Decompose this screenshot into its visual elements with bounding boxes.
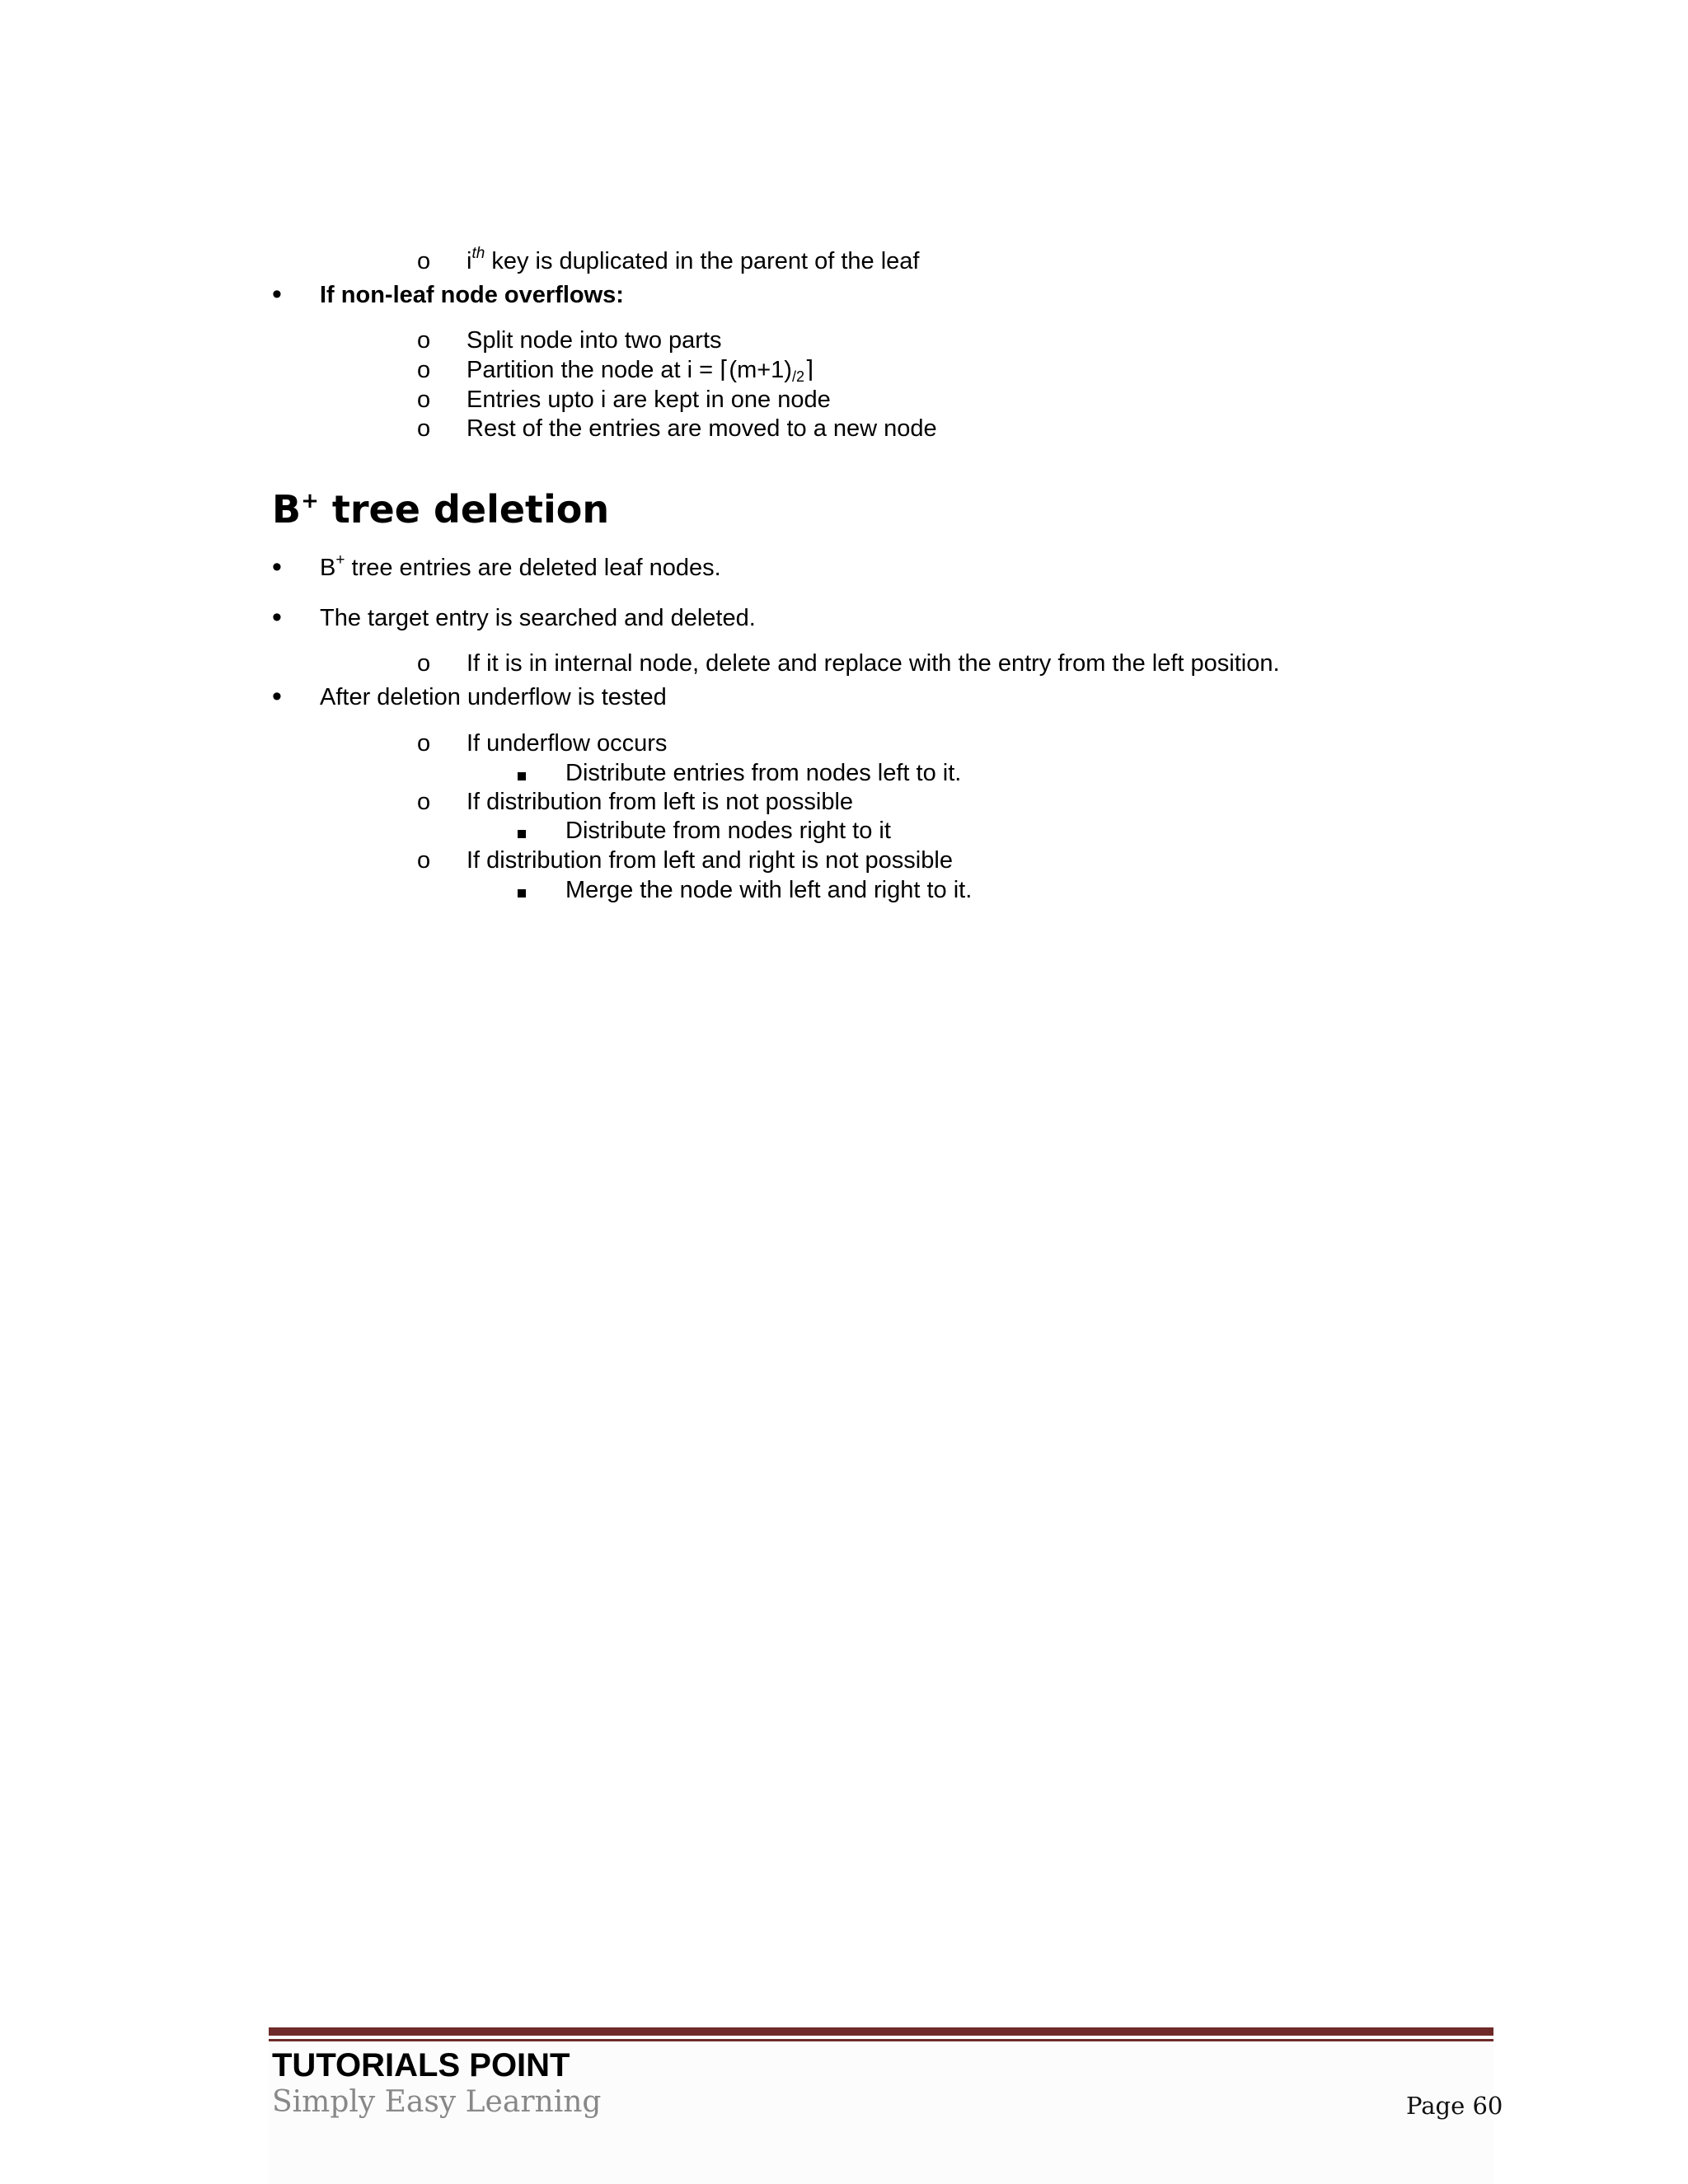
section-heading	[272, 486, 609, 532]
superscript-th: th	[471, 245, 485, 262]
list-item: Entries upto i are kept in one node	[467, 387, 831, 413]
footer-rule	[269, 2027, 1493, 2036]
sub-bullet-marker: o	[417, 387, 431, 413]
list-item: Split node into two parts	[467, 327, 722, 354]
formula-ceiling-close: ⌉	[804, 357, 814, 383]
page-number: Page 60	[1406, 2092, 1503, 2120]
sub-bullet-marker: o	[417, 248, 431, 274]
sub-bullet-marker: o	[417, 327, 431, 354]
list-item: If underflow occurs	[467, 730, 668, 757]
list-item-text: tree entries are deleted leaf nodes.	[345, 555, 721, 581]
sub-bullet-marker: o	[417, 357, 431, 383]
sub-bullet-marker: o	[417, 847, 431, 874]
list-item: Distribute entries from nodes left to it.	[565, 760, 962, 786]
bullet-marker: •	[272, 681, 282, 712]
list-item-text: key is duplicated in the parent of the leaf	[485, 248, 920, 274]
bullet-marker: •	[272, 279, 282, 310]
footer-brand: TUTORIALS POINT	[272, 2047, 570, 2083]
sub-bullet-marker: o	[417, 415, 431, 442]
list-item: Distribute from nodes right to it	[565, 818, 891, 844]
list-item: The target entry is searched and deleted.	[320, 605, 756, 631]
text-i: i	[467, 248, 472, 274]
formula-text: Partition the node at i = ⌈(m+1)	[467, 357, 792, 383]
sub-bullet-marker: o	[417, 650, 431, 677]
list-item: If non-leaf node overflows:	[320, 282, 624, 308]
square-bullet-marker	[518, 758, 526, 788]
bullet-marker: •	[272, 551, 282, 583]
text-b: B	[320, 555, 336, 581]
square-bullet-marker	[518, 816, 526, 846]
list-item: Rest of the entries are moved to a new node	[467, 415, 937, 442]
heading-superscript: +	[301, 489, 319, 513]
list-item: If distribution from left is not possible	[467, 789, 854, 815]
sub-bullet-marker: o	[417, 730, 431, 757]
sub-bullet-marker: o	[417, 789, 431, 815]
bullet-marker: •	[272, 602, 282, 633]
heading-b: B	[272, 487, 302, 532]
square-bullet-marker	[518, 875, 526, 905]
list-item: If it is in internal node, delete and replace with the entry from the left position.	[467, 650, 1280, 677]
list-item	[467, 246, 919, 276]
formula-subscript: /2	[791, 368, 804, 385]
list-item	[320, 553, 721, 583]
list-item: After deletion underflow is tested	[320, 684, 667, 710]
superscript-plus: +	[335, 551, 345, 569]
list-item: If distribution from left and right is not possible	[467, 847, 953, 874]
footer-tagline: Simply Easy Learning	[272, 2085, 602, 2119]
list-item	[467, 355, 814, 385]
footer-rule-thin	[269, 2039, 1493, 2041]
heading-text: tree deletion	[318, 487, 610, 532]
list-item: Merge the node with left and right to it.	[565, 877, 973, 903]
